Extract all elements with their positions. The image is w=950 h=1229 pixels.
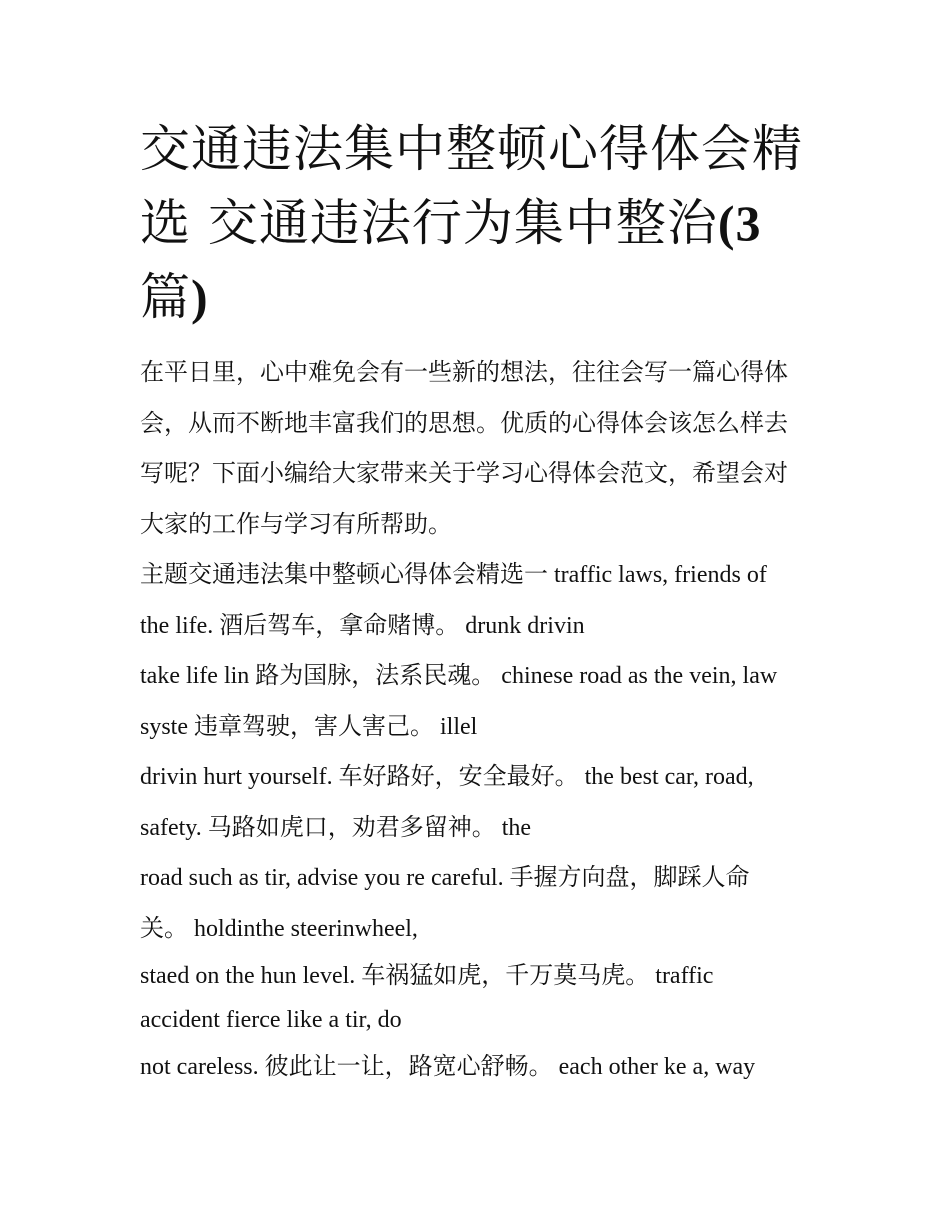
body-line: safety. 马路如虎口，劝君多留神。 the	[140, 814, 532, 841]
body-line: 会，从而不断地丰富我们的思想。优质的心得体会该怎么样去	[140, 410, 788, 437]
body-line: syste 违章驾驶，害人害己。 illel	[140, 713, 478, 740]
body-line: 写呢？下面小编给大家带来关于学习心得体会范文，希望会对	[140, 461, 788, 487]
body-paragraph	[140, 853, 820, 954]
body-line: not careless. 彼此让一让，路宽心舒畅。 each other ke a, way	[140, 1054, 756, 1080]
body-line: the life. 酒后驾车，拿命赌博。 drunk drivin	[140, 612, 585, 639]
body-line: drivin hurt yourself. 车好路好，安全最好。 the best car, road,	[140, 764, 754, 790]
document-title	[140, 112, 820, 334]
body-paragraph	[140, 752, 820, 853]
body-line: accident fierce like a tir, do	[140, 1007, 402, 1033]
intro-paragraph	[140, 348, 820, 550]
body-line: 关。 holdinthe steerinwheel,	[140, 915, 418, 942]
body-line: 在平日里，心中难免会有一些新的想法，往往会写一篇心得体	[140, 360, 788, 386]
body-line: 大家的工作与学习有所帮助。	[140, 511, 452, 538]
title-line-3-suffix: )	[191, 269, 209, 325]
document-page	[140, 112, 820, 1093]
body-line: take life lin 路为国脉，法系民魂。 chinese road as the vein, law	[140, 663, 778, 689]
body-paragraph	[140, 1042, 820, 1093]
body-line: road such as tir, advise you re careful. 手握方向盘，脚踩人命	[140, 865, 750, 891]
body-line: 主题交通违法集中整顿心得体会精选一 traffic laws, friends of	[140, 562, 767, 588]
title-line-2: 选 交通违法行为集中整治	[140, 194, 718, 252]
body-paragraph	[140, 550, 820, 651]
title-line-3: 篇	[140, 268, 191, 326]
body-paragraph	[140, 651, 820, 752]
body-paragraph	[140, 954, 820, 1042]
title-line-2-suffix: (3	[717, 195, 762, 251]
body-line: staed on the hun level. 车祸猛如虎，千万莫马虎。 traffic	[140, 963, 714, 989]
title-line-1: 交通违法集中整顿心得体会精	[140, 120, 803, 178]
